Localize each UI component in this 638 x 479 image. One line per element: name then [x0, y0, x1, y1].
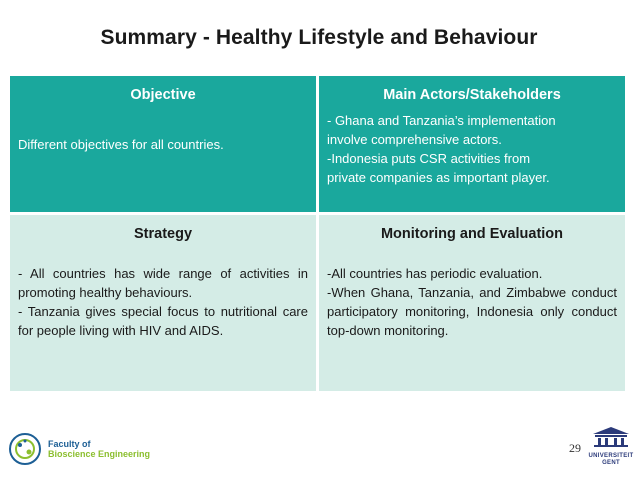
faculty-name-line1: Faculty of	[48, 439, 91, 449]
objective-heading: Objective	[130, 87, 196, 103]
monitoring-line: -When Ghana, Tanzania, and Zimbabwe conduct participatory monitoring, Indonesia only conduct top-down monitoring.	[327, 285, 617, 338]
actors-line: private companies as important player.	[327, 170, 550, 185]
actors-line: involve comprehensive actors.	[327, 132, 502, 147]
strategy-cell	[10, 215, 316, 391]
summary-table	[10, 76, 628, 391]
faculty-name-line2: Bioscience Engineering	[48, 449, 151, 459]
page-number: 29	[569, 441, 581, 455]
objective-cell	[10, 76, 316, 212]
actors-heading: Main Actors/Stakeholders	[383, 87, 561, 103]
monitoring-heading: Monitoring and Evaluation	[380, 226, 564, 242]
actors-line: -Indonesia puts CSR activities from	[327, 151, 531, 166]
actors-cell	[319, 76, 625, 212]
monitoring-cell	[319, 215, 625, 391]
strategy-line: - All countries has wide range of activities in promoting healthy behaviours.	[18, 266, 308, 300]
strategy-text	[18, 264, 308, 340]
objective-text: Different objectives for all countries.	[18, 137, 224, 152]
faculty-logo	[8, 432, 150, 466]
faculty-logo-icon	[8, 432, 42, 466]
strategy-line: - Tanzania gives special focus to nutritional care for people living with HIV and AIDS.	[18, 304, 308, 338]
slide-title: Summary - Healthy Lifestyle and Behaviour	[100, 26, 538, 49]
university-name-line2: GENT	[602, 459, 620, 466]
actors-line: - Ghana and Tanzania’s implementation	[327, 113, 556, 128]
university-building-icon	[589, 426, 633, 448]
university-logo	[586, 426, 636, 466]
monitoring-text	[327, 264, 617, 340]
actors-text	[327, 111, 617, 187]
university-name-line1: UNIVERSITEIT	[588, 453, 634, 459]
strategy-heading: Strategy	[133, 226, 193, 242]
monitoring-line: -All countries has periodic evaluation.	[327, 266, 543, 281]
